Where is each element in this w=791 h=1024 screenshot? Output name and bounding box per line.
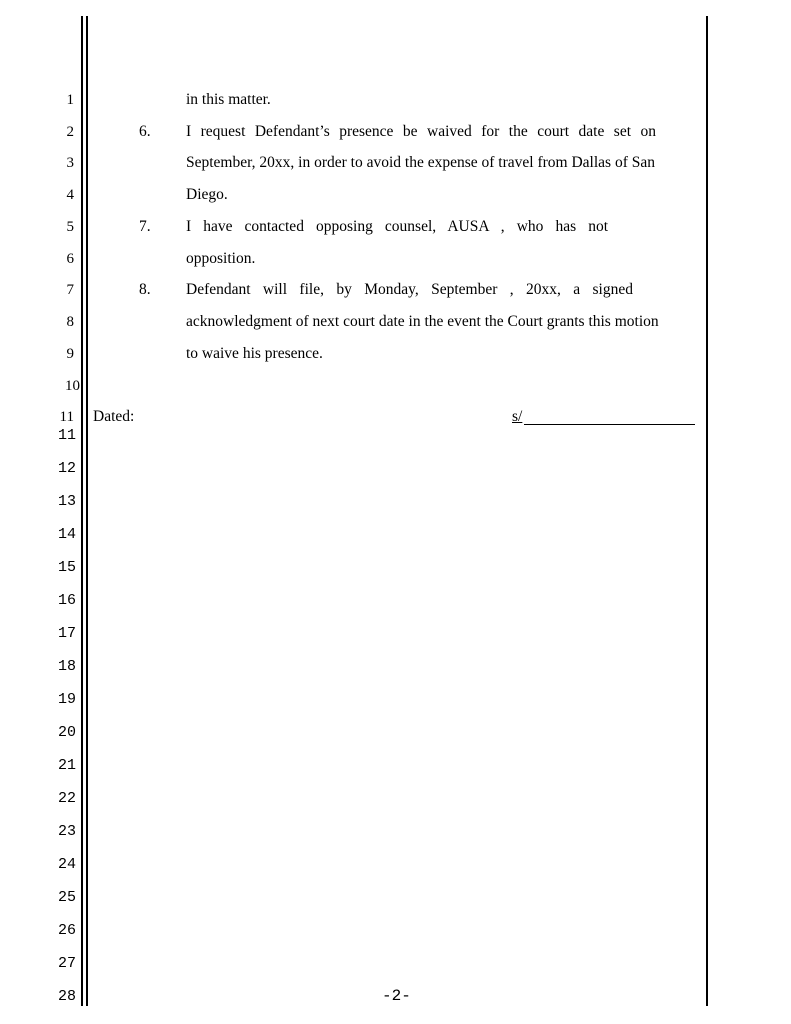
line-number: 22 [57, 790, 76, 807]
line-number: 1 [66, 92, 74, 108]
line-number: 15 [57, 559, 76, 576]
line-number: 5 [66, 219, 74, 235]
line-number: 28 [57, 988, 76, 1005]
line-number: 23 [57, 823, 76, 840]
line-number: 24 [57, 856, 76, 873]
left-margin-rule-outer [81, 16, 83, 1006]
dated-label: Dated: [93, 408, 135, 425]
line-number: 27 [57, 955, 76, 972]
line-number: 9 [66, 346, 74, 362]
body-line: opposition. [186, 250, 256, 267]
line-number: 25 [57, 889, 76, 906]
body-line: I have contacted opposing counsel, AUSA , who has not [186, 218, 608, 235]
line-number: 8 [66, 314, 74, 330]
paragraph-number: 7. [139, 218, 151, 235]
body-line: September, 20xx, in order to avoid the expense of travel from Dallas of San [186, 154, 655, 171]
line-number: 13 [57, 493, 76, 510]
signature-line [524, 409, 695, 425]
line-number: 16 [57, 592, 76, 609]
body-line: Defendant will file, by Monday, September , 20xx, a signed [186, 281, 633, 298]
line-number: 21 [57, 757, 76, 774]
line-number: 7 [66, 282, 74, 298]
body-line: to waive his presence. [186, 345, 323, 362]
paragraph-number: 6. [139, 123, 151, 140]
line-number: 11 [57, 427, 76, 444]
line-number: 10 [65, 378, 80, 394]
body-line: Diego. [186, 186, 228, 203]
right-margin-rule [706, 16, 708, 1006]
body-line: acknowledgment of next court date in the event the Court grants this motion [186, 313, 659, 330]
body-line: in this matter. [186, 91, 271, 108]
left-margin-rule-inner [86, 16, 88, 1006]
page-number: -2- [382, 987, 411, 1005]
paragraph-number: 8. [139, 281, 151, 298]
line-number: 6 [66, 251, 74, 267]
line-number: 20 [57, 724, 76, 741]
signature-prefix: s/ [512, 408, 523, 425]
line-number: 19 [57, 691, 76, 708]
line-number: 14 [57, 526, 76, 543]
line-number: 3 [66, 155, 74, 171]
body-line: I request Defendant’s presence be waived for the court date set on [186, 123, 656, 140]
line-number: 4 [66, 187, 74, 203]
line-number: 18 [57, 658, 76, 675]
line-number: 2 [66, 124, 74, 140]
line-number: 26 [57, 922, 76, 939]
line-number: 11 [59, 409, 74, 425]
line-number: 17 [57, 625, 76, 642]
line-number: 12 [57, 460, 76, 477]
